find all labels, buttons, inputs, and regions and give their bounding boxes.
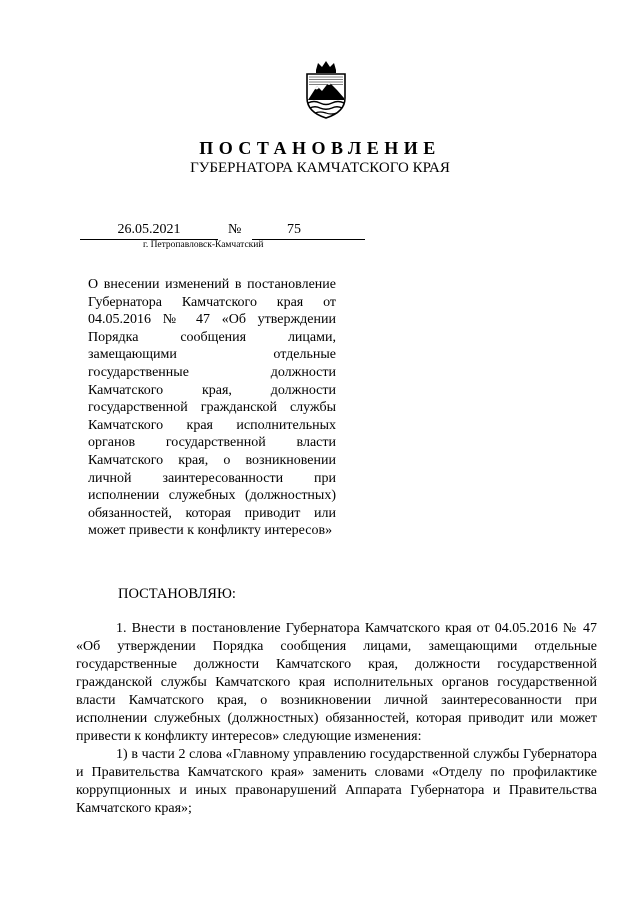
kamchatka-coat-of-arms-icon: [302, 60, 350, 120]
document-subtitle: ГУБЕРНАТОРА КАМЧАТСКОГО КРАЯ: [190, 160, 450, 176]
document-date: 26.05.2021: [80, 222, 218, 240]
document-number: 75: [287, 222, 301, 237]
document-subject: О внесении изменений в постановление Губернатора Камчатского края от 04.05.2016 № 47 «Об утверждении Порядка сообщения лицами, замещающими отдельные государственные должности Камчатского края, должности государственной гражданской службы Камчатского края исполнительных органов государственной власти Камчатского края, о возникновении личной заинтересованности при исполнении служебных (должностных) обязанностей, которая приводит или может привести к конфликту интересов»: [88, 277, 336, 539]
body-paragraph: 1) в части 2 слова «Главному управлению государственной службы Губернатора и Правительства Камчатского края» заменить словами «Отделу по профилактике коррупционных и иных правонарушений Аппарата Губернатора и Правительства Камчатского края»;: [76, 747, 597, 816]
document-city: г. Петропавловск-Камчатский: [143, 240, 264, 250]
decree-heading: ПОСТАНОВЛЯЮ:: [118, 586, 236, 602]
number-sign: №: [228, 222, 242, 237]
body-paragraph: 1. Внести в постановление Губернатора Камчатского края от 04.05.2016 № 47 «Об утверждении Порядка сообщения лицами, замещающими отдельные государственные должности Камчатского края, должности государственной гражданской службы Камчатского края исполнительных органов государственной власти Камчатского края, о возникновении личной заинтересованности при исполнении служебных (должностных) обязанностей, которая приводит или может привести к конфликту интересов» следующие изменения:: [76, 621, 597, 744]
date-number-line: [80, 222, 365, 240]
document-body: [76, 620, 597, 818]
document-number-field: [252, 222, 365, 240]
document-title: ПОСТАНОВЛЕНИЕ: [199, 138, 441, 158]
